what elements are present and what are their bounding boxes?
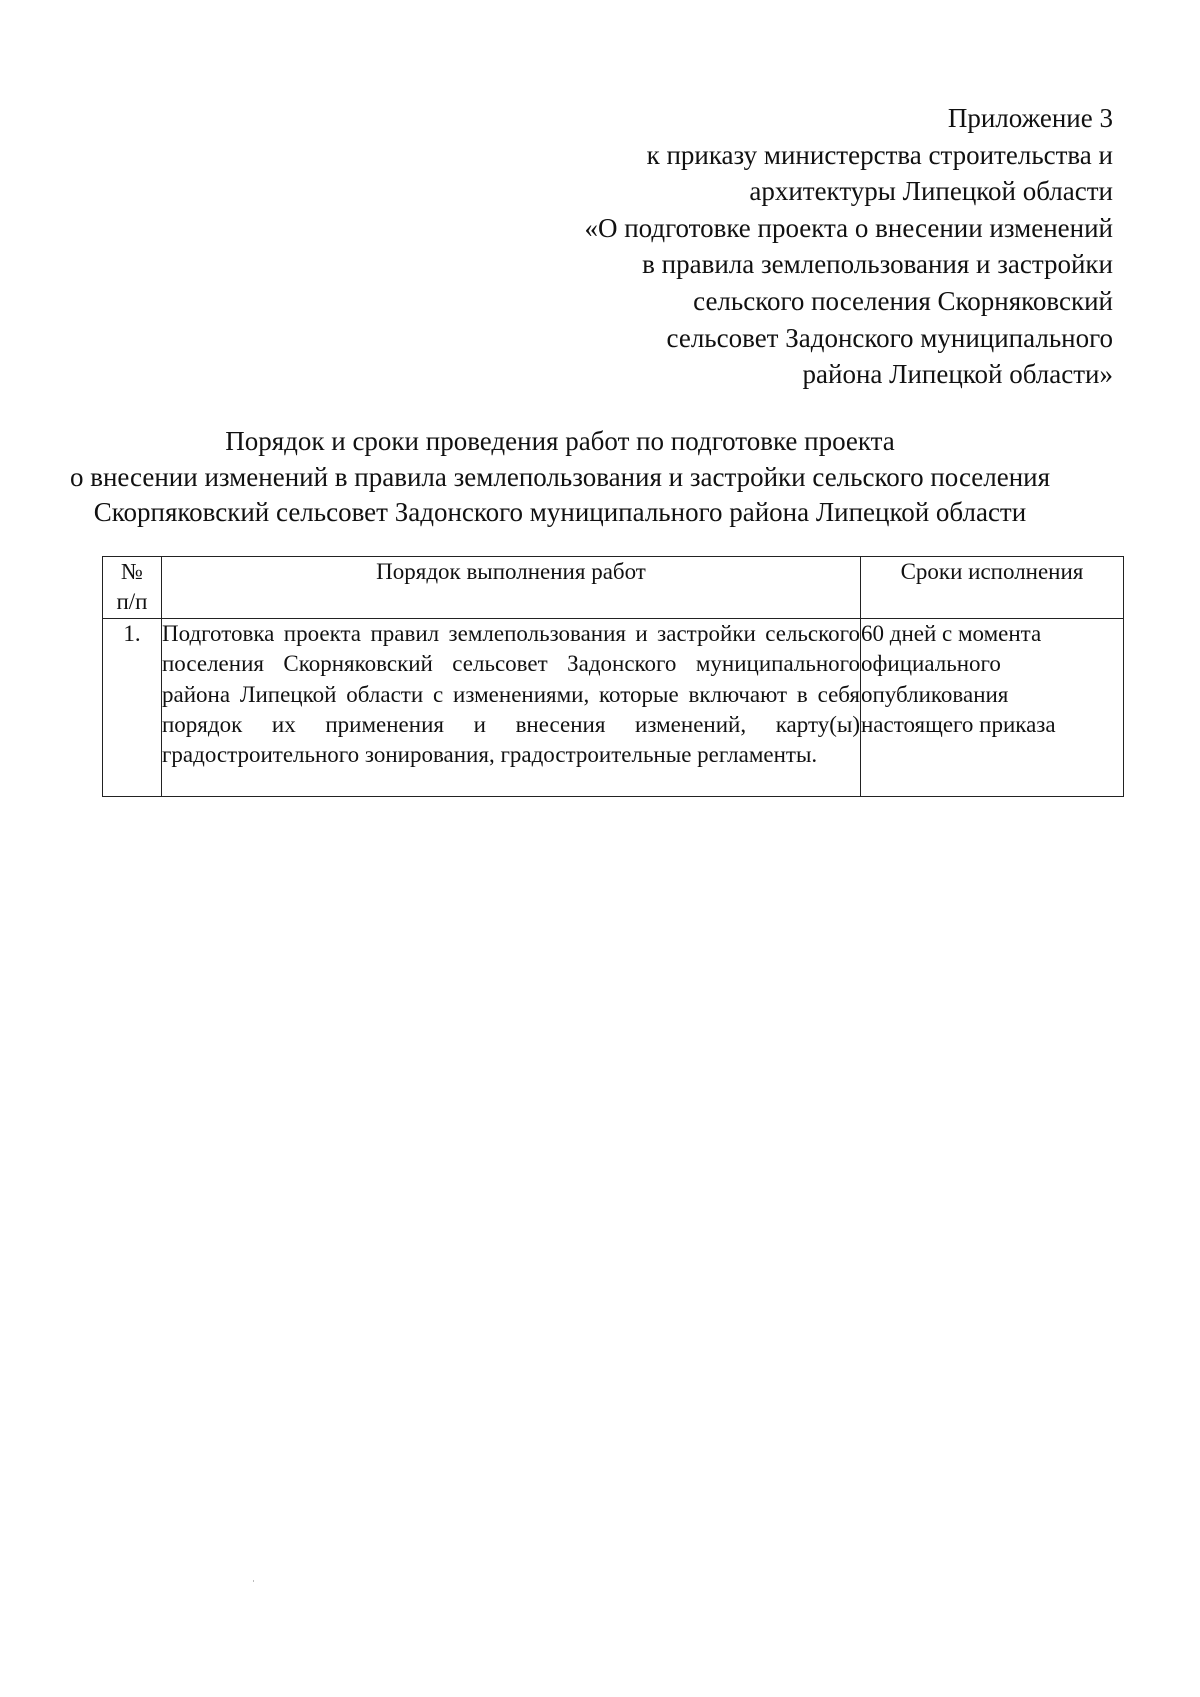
appendix-line: сельсовет Задонского муниципального (666, 322, 1113, 353)
header-number (103, 557, 162, 619)
row-term-line: опубликования (861, 681, 1009, 707)
row-term-line: 60 дней с момента (861, 621, 1042, 646)
appendix-line: в правила землепользования и застройки (642, 249, 1113, 280)
scan-speck (253, 1580, 254, 1582)
appendix-line: «О подготовке проекта о внесении изменений (584, 212, 1113, 243)
row-number: 1. (103, 619, 162, 797)
table-header-row (103, 557, 1124, 619)
header-term: Сроки исполнения (861, 557, 1124, 619)
document-title (40, 424, 1080, 531)
table-row (103, 619, 1124, 797)
appendix-line: района Липецкой области» (802, 359, 1113, 390)
row-term-line: официального (861, 651, 1001, 677)
title-line: Порядок и сроки проведения работ по подготовке проекта (225, 426, 895, 456)
appendix-header (473, 100, 1113, 393)
row-term-line: настоящего приказа (861, 711, 1056, 737)
header-number-symbol: № (121, 559, 143, 584)
appendix-line: архитектуры Липецкой области (749, 176, 1113, 207)
title-line: о внесении изменений в правила землепользования и застройки сельского поселения (69, 461, 1051, 492)
title-line: Скорпяковский сельсовет Задонского муниципального района Липецкой области (93, 497, 1027, 527)
row-description: Подготовка проекта правил землепользования и застройки сельского поселения Скорняковский сельсовет Задонского муниципального района Липецкой области с изменениями, которые включают в себя порядок их применения и внесения изменений, карту(ы) градостроительного зонирования, градостроительные регламенты. (162, 619, 861, 797)
header-number-pp: п/п (116, 589, 148, 615)
row-term (861, 619, 1124, 797)
appendix-line: к приказу министерства строительства и (646, 139, 1113, 170)
works-table (102, 556, 1124, 797)
appendix-line: Приложение 3 (947, 103, 1113, 133)
appendix-line: сельского поселения Скорняковский (693, 285, 1113, 316)
header-description: Порядок выполнения работ (162, 557, 861, 619)
